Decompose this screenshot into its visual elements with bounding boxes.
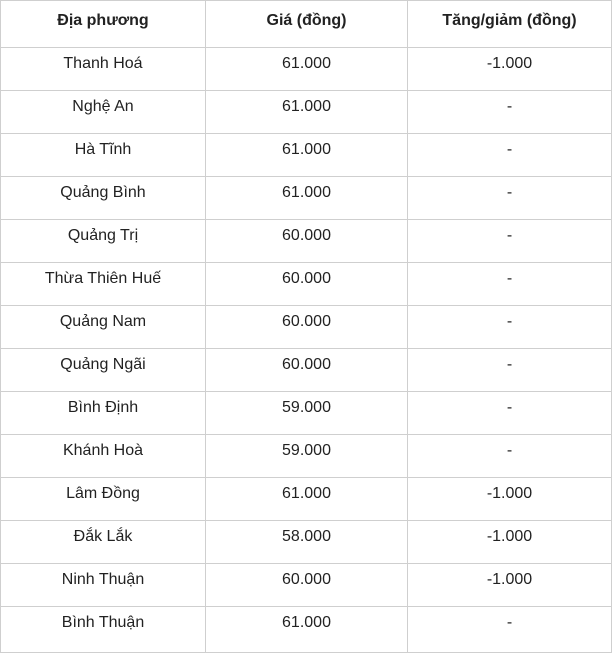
table-row [1, 349, 612, 392]
cell-region: Quảng Trị [1, 220, 206, 263]
cell-region: Bình Định [1, 392, 206, 435]
cell-change: - [408, 91, 612, 134]
table-row [1, 306, 612, 349]
table-row [1, 607, 612, 653]
table-row [1, 564, 612, 607]
header-price: Giá (đồng) [206, 1, 408, 48]
cell-price: 61.000 [206, 177, 408, 220]
cell-region: Thừa Thiên Huế [1, 263, 206, 306]
cell-price: 59.000 [206, 392, 408, 435]
cell-price: 60.000 [206, 306, 408, 349]
table-row [1, 478, 612, 521]
cell-change: -1.000 [408, 478, 612, 521]
cell-change: - [408, 349, 612, 392]
cell-region: Quảng Bình [1, 177, 206, 220]
cell-change: - [408, 220, 612, 263]
cell-change: -1.000 [408, 48, 612, 91]
cell-region: Hà Tĩnh [1, 134, 206, 177]
cell-region: Thanh Hoá [1, 48, 206, 91]
cell-region: Khánh Hoà [1, 435, 206, 478]
cell-change: - [408, 177, 612, 220]
cell-change: - [408, 435, 612, 478]
cell-price: 59.000 [206, 435, 408, 478]
cell-price: 61.000 [206, 48, 408, 91]
cell-region: Đắk Lắk [1, 521, 206, 564]
table-row [1, 435, 612, 478]
table-row [1, 91, 612, 134]
cell-price: 61.000 [206, 478, 408, 521]
cell-price: 60.000 [206, 220, 408, 263]
cell-region: Ninh Thuận [1, 564, 206, 607]
cell-change: - [408, 392, 612, 435]
header-region: Địa phương [1, 1, 206, 48]
cell-price: 60.000 [206, 564, 408, 607]
cell-change: - [408, 306, 612, 349]
table-row [1, 220, 612, 263]
cell-region: Bình Thuận [1, 607, 206, 653]
cell-region: Lâm Đồng [1, 478, 206, 521]
table-row [1, 134, 612, 177]
cell-price: 58.000 [206, 521, 408, 564]
table-row [1, 177, 612, 220]
cell-price: 61.000 [206, 91, 408, 134]
cell-price: 61.000 [206, 607, 408, 653]
cell-change: -1.000 [408, 564, 612, 607]
cell-price: 60.000 [206, 349, 408, 392]
table-row [1, 263, 612, 306]
table-row [1, 392, 612, 435]
cell-price: 61.000 [206, 134, 408, 177]
cell-change: - [408, 263, 612, 306]
cell-region: Quảng Ngãi [1, 349, 206, 392]
table-header-row [1, 1, 612, 48]
cell-price: 60.000 [206, 263, 408, 306]
cell-region: Nghệ An [1, 91, 206, 134]
header-change: Tăng/giảm (đồng) [408, 1, 612, 48]
table-row [1, 521, 612, 564]
cell-region: Quảng Nam [1, 306, 206, 349]
cell-change: - [408, 607, 612, 653]
cell-change: -1.000 [408, 521, 612, 564]
cell-change: - [408, 134, 612, 177]
table-row [1, 48, 612, 91]
